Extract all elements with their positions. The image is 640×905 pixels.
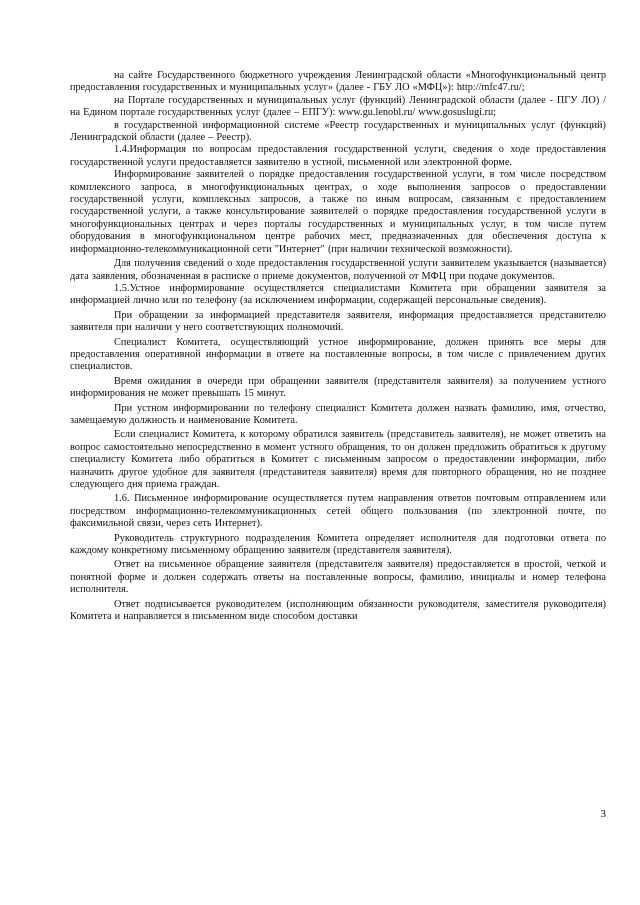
paragraph-status-info: Для получения сведений о ходе предоставления государственной услуги заявителем указывается (называется) дата заявления, обозначенная в расписке о приеме документов, полученной от МФЦ при подаче документов. — [70, 258, 606, 282]
paragraph-phone: При устном информировании по телефону специалист Комитета должен назвать фамилию, имя, отчество, замещаемую должность и наименование Комитета. — [70, 402, 606, 426]
paragraph-redirect: Если специалист Комитета, к которому обратился заявитель (представитель заявителя), не может ответить на вопрос самостоятельно непосредственно в момент устного обращения, то он должен предложить обратиться к другому специалисту Комитета либо обратиться в Комитет с письменным запросом о предоставлении информации, либо назначить другое удобное для заявителя (представителя заявителя) время для повторного обращения, но не позднее следующего дня приема граждан. — [70, 429, 606, 490]
paragraph-response-form: Ответ на письменное обращение заявителя (представителя заявителя) предоставляется в простой, четкой и понятной форме и должен содержать ответы на поставленные вопросы, фамилию, инициалы и номер телефона исполнителя. — [70, 559, 606, 596]
paragraph-informing: Информирование заявителей о порядке предоставления государственной услуги, в том числе посредством комплексного запроса, в многофункциональных центрах, о ходе выполнения запросов о предоставлении государственной услуги, комплексных запросов, а также по иным вопросам, связанным с предоставлением государственной услуги, а также консультирование заявителей о порядке предоставления государственной услуги в многофункциональных центрах и через порталы государственных и муниципальных услуг, в том числе путем оборудования в многофункциональном центре рабочих мест, предназначенных для обеспечения доступа к информационно-телекоммуникационной сети "Интернет" (при наличии технической возможности). — [70, 169, 606, 255]
page-number: 3 — [600, 808, 606, 820]
paragraph-mfc-site: на сайте Государственного бюджетного учреждения Ленинградской области «Многофункциональный центр предоставления государственных и муниципальных услуг» (далее - ГБУ ЛО «МФЦ»): http://mfc47.ru/; — [70, 70, 606, 94]
paragraph-1-6: 1.6. Письменное информирование осуществляется путем направления ответов почтовым отправлением или посредством информационно-телекоммуникационных сетей общего пользования (по электронной почте, по факсимильной связи, через сеть Интернет). — [70, 493, 606, 530]
paragraph-signature: Ответ подписывается руководителем (исполняющим обязанности руководителя, заместителя руководителя) Комитета и направляется в письменном виде способом доставки — [70, 598, 606, 623]
paragraph-registry: в государственной информационной системе «Реестр государственных и муниципальных услуг (функций) Ленинградской области (далее – Реестр). — [70, 119, 606, 144]
paragraph-1-4: 1.4.Информация по вопросам предоставления государственной услуги, сведения о ходе предоставления государственной услуги предоставляется заявителю в устной, письменной или электронной форме. — [70, 144, 606, 168]
paragraph-representative: При обращении за информацией представителя заявителя, информация предоставляется представителю заявителя при наличии у него соответствующих полномочий. — [70, 309, 606, 334]
paragraph-specialist: Специалист Комитета, осуществляющий устное информирование, должен принять все меры для предоставления оперативной информации в ответе на поставленные вопросы, в том числе с привлечением других специалистов. — [70, 336, 606, 373]
paragraph-executor: Руководитель структурного подразделения Комитета определяет исполнителя для подготовки ответа по каждому конкретному письменному обращению заявителя (представителя заявителя). — [70, 532, 606, 557]
paragraph-portal: на Портале государственных и муниципальных услуг (функций) Ленинградской области (далее - ПГУ ЛО) / на Едином портале государственных услуг (далее – ЕПГУ): www.gu.lenobl.ru/ www.gosuslugi.ru; — [70, 94, 606, 119]
paragraph-1-5: 1.5.Устное информирование осуществляется специалистами Комитета при обращении заявителя за информацией лично или по телефону (за исключением информации, содержащей персональные сведения). — [70, 282, 606, 307]
paragraph-waiting-time: Время ожидания в очереди при обращении заявителя (представителя заявителя) за получением устного информирования не может превышать 15 минут. — [70, 375, 606, 400]
